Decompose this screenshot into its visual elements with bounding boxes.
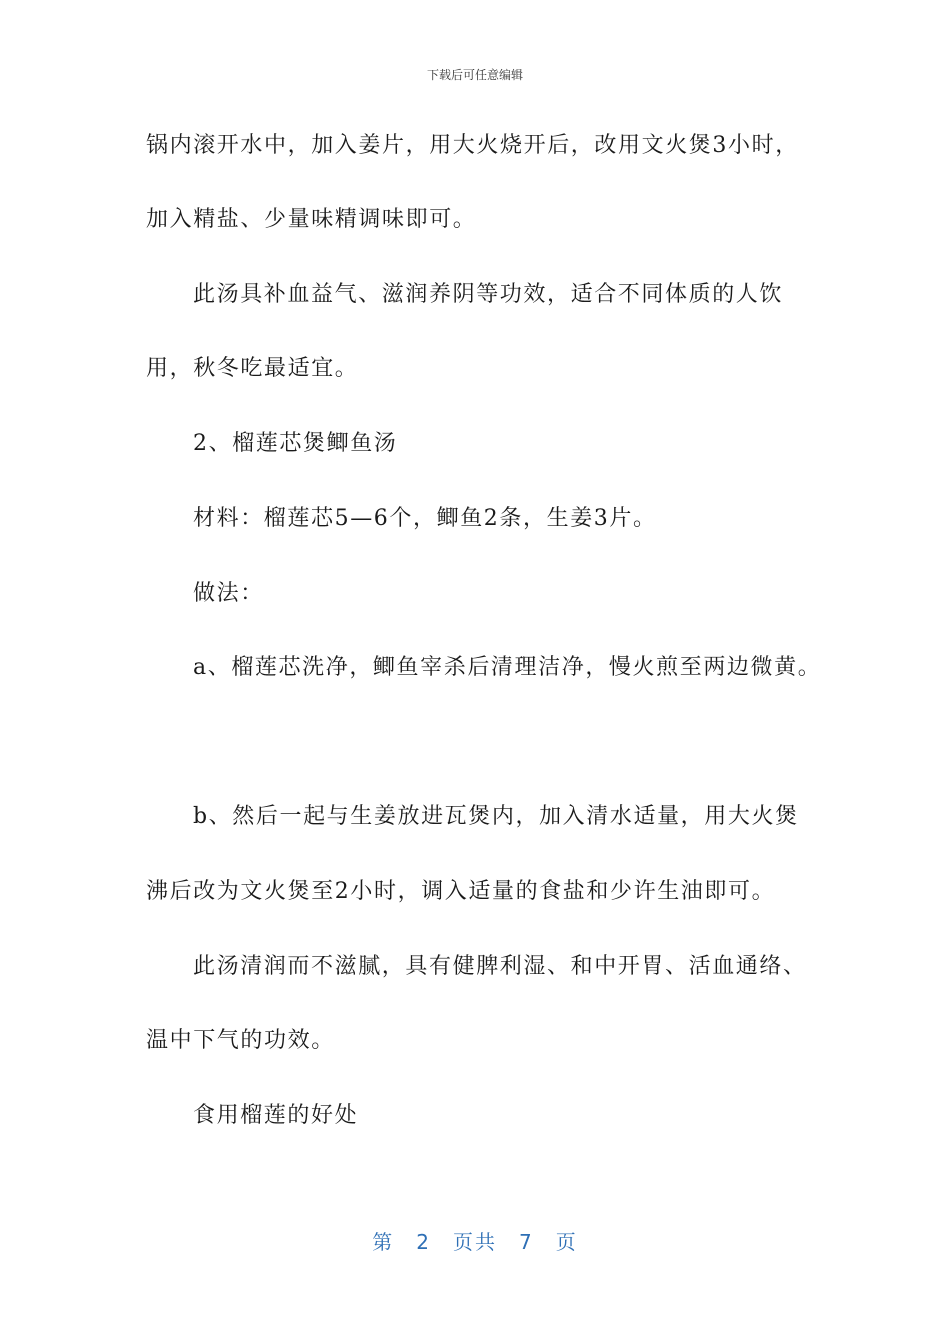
body-line: b、然后一起与生姜放进瓦煲内，加入清水适量，用大火煲: [193, 804, 799, 829]
body-line: a、榴莲芯洗净，鲫鱼宰杀后清理洁净，慢火煎至两边微黄。: [193, 655, 822, 680]
section-heading: 2、榴莲芯煲鲫鱼汤: [193, 431, 398, 456]
body-line: 沸后改为文火煲至2小时，调入适量的食盐和少许生油即可。: [146, 879, 776, 904]
body-line: 加入精盐、少量味精调味即可。: [146, 207, 477, 232]
body-line: 锅内滚开水中，加入姜片，用大火烧开后，改用文火煲3小时，: [146, 133, 799, 158]
page-footer: [0, 1226, 950, 1255]
footer-end-label: 页: [555, 1230, 578, 1254]
footer-total-pages: 7: [519, 1230, 534, 1254]
body-line: 做法：: [193, 581, 264, 606]
body-line: 此汤清润而不滋腻，具有健脾利湿、和中开胃、活血通络、: [193, 954, 807, 979]
footer-total-label: 页共: [453, 1230, 497, 1254]
footer-page-label: 第: [372, 1230, 395, 1254]
body-line: 用，秋冬吃最适宜。: [146, 356, 359, 381]
body-line: 温中下气的功效。: [146, 1028, 335, 1053]
body-line: 材料：榴莲芯5—6个，鲫鱼2条，生姜3片。: [193, 506, 657, 531]
page-header: 下载后可任意编辑: [426, 68, 523, 82]
footer-current-page: 2: [416, 1230, 431, 1254]
body-line: 食用榴莲的好处: [193, 1103, 359, 1128]
body-line: 此汤具补血益气、滋润养阴等功效，适合不同体质的人饮: [193, 282, 784, 307]
